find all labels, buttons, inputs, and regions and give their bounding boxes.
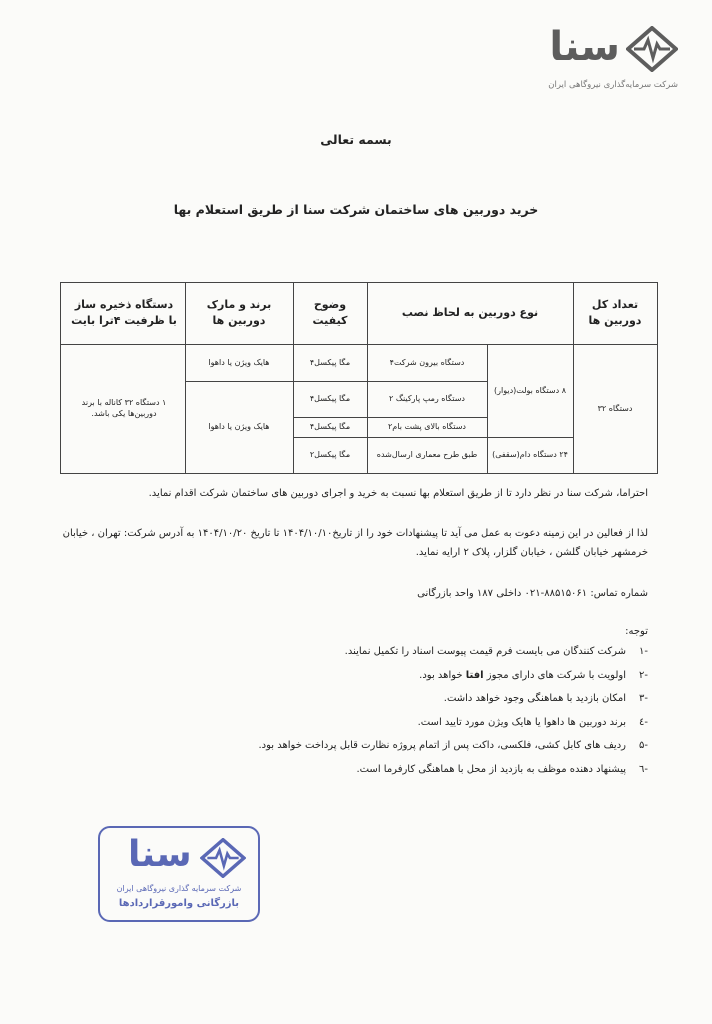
quality-cell: ۴مگا پیکسل xyxy=(309,422,351,432)
location-cell: ۲ دستگاه رمپ پارکینگ xyxy=(389,394,465,404)
list-item: -٦ پیشنهاد دهنده موظف به بازدید از محل با هماهنگی کارفرما است. xyxy=(356,763,648,775)
stamp-subtitle: شرکت سرمایه گذاری نیروگاهی ایران xyxy=(116,884,242,893)
camera-spec-table xyxy=(60,282,658,474)
location-cell: طبق طرح معماری ارسال‌شده xyxy=(376,450,478,460)
logo-wordmark: سنا xyxy=(549,24,620,70)
company-logo xyxy=(528,22,678,102)
logo-emblem-icon xyxy=(626,26,678,72)
paragraph-intro: احتراما، شرکت سنا در نظر دارد تا از طریق استعلام بها نسبت به خرید و اجرای دوربین های ساختمان شرکت اقدام نماید. xyxy=(148,488,648,499)
list-item: -۲ اولویت با شرکت های دارای مجوز افتا خواهد بود. xyxy=(419,669,648,681)
location-cell: ۴دستگاه بیرون شرکت xyxy=(389,357,465,367)
stamp-department: بازرگانی وامورقراردادها xyxy=(118,898,240,909)
list-item: -۱ شرکت کنندگان می بایست فرم قیمت پیوست اسناد را تکمیل نمایند. xyxy=(344,646,648,657)
group-dome-cell: ۲۴ دستگاه دام(سقفی) xyxy=(492,450,568,460)
header-type: نوع دوربین به لحاظ نصب xyxy=(401,305,539,319)
group-bullet-cell: ۸ دستگاه بولت(دیوار) xyxy=(494,385,567,395)
quality-cell: ۴مگا پیکسل xyxy=(309,394,351,404)
quality-cell: ۲مگا پیکسل xyxy=(309,450,351,460)
paragraph-contact: شماره تماس: ۸۸۵۱۵۰۶۱-۰۲۱ داخلی ۱۸۷ واحد بازرگانی xyxy=(417,588,648,599)
list-item: -٤ برند دوربین ها داهوا یا هایک ویژن مورد تایید است. xyxy=(417,716,648,728)
brand-cell-bottom: هایک ویژن یا داهوا xyxy=(208,422,270,432)
quality-cell: ۴مگا پیکسل xyxy=(309,357,351,367)
company-stamp xyxy=(98,826,260,922)
list-item: -۳ امکان بازدید با هماهنگی وجود خواهد داشت. xyxy=(443,693,648,704)
notes-title: توجه: xyxy=(625,626,648,637)
stamp-wordmark: سنا xyxy=(128,834,192,875)
storage-cell: ۱ دستگاه ۳۲ کاناله با برند دوربین‌ها یکی باشد. xyxy=(81,398,167,418)
notes-list xyxy=(88,646,648,787)
list-item: -۵ ردیف های کابل کشی، فلکسی، داکت پس از اتمام پروژه نظارت قابل پرداخت خواهد بود. xyxy=(258,740,648,751)
stamp-emblem-icon xyxy=(200,838,246,878)
paragraph-invitation: لذا از فعالین در این زمینه دعوت به عمل می آید تا پیشنهادات خود را از تاریخ۱۴۰۴/۱۰/۱۰ تا تاریخ ۱۴۰۴/۱۰/۲۰ به آدرس شرکت: تهران ، خیابان خرمشهر خیابان گلشن ، خیابان گلزار، پلاک ۲ ارایه نماید. xyxy=(62,528,648,558)
total-cell: ۳۲ دستگاه xyxy=(597,403,633,413)
location-cell: ۲دستگاه بالای پشت بام xyxy=(388,422,466,432)
header-total: تعداد کل دوربین ها xyxy=(588,297,642,327)
header-brand: برند و مارک دوربین ها xyxy=(206,297,272,327)
header-storage: دستگاه ذخیره ساز با ظرفیت ۴ترا بایت xyxy=(71,297,177,327)
header-quality: وضوح کیفیت xyxy=(312,297,348,327)
brand-cell-top: هایک ویژن یا داهوا xyxy=(208,357,270,367)
document-subject: خرید دوربین های ساختمان شرکت سنا از طریق استعلام بها xyxy=(173,202,539,217)
page-title: بسمه تعالی xyxy=(320,132,392,147)
logo-subtitle: شرکت سرمایه‌گذاری نیروگاهی ایران xyxy=(548,80,678,90)
